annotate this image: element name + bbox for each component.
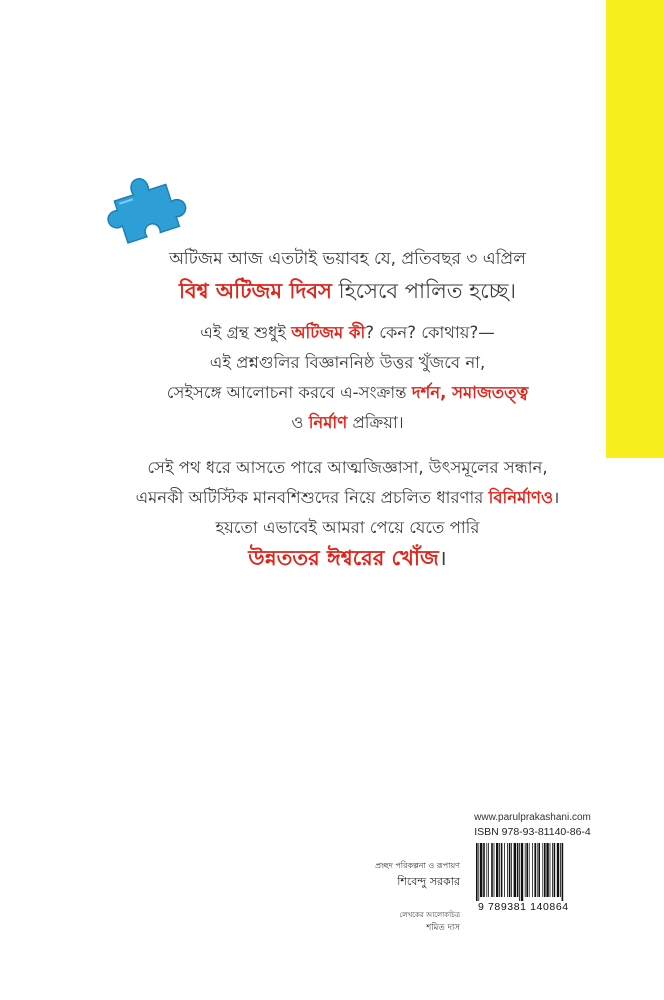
isbn-label: ISBN 978-93-81140-86-4 — [474, 826, 591, 838]
barcode-bar — [538, 843, 540, 897]
questions-line-3-pre: সেইসঙ্গে আলোচনা করবে এ-সংক্রান্ত — [166, 383, 412, 402]
barcode-bar — [491, 843, 493, 897]
barcode-bar — [554, 843, 556, 897]
closing-line-1: সেই পথ ধরে আসতে পারে আত্মজিজ্ঞাসা, উৎসমূলের সন্ধান, — [147, 458, 548, 477]
barcode-bar — [525, 843, 526, 897]
closing-line-4 — [95, 543, 600, 573]
construction-highlight: নির্মাণ — [308, 413, 348, 432]
barcode-bar — [537, 843, 538, 897]
publisher-website[interactable]: www.parulprakashani.com — [474, 812, 591, 823]
world-autism-day-highlight: বিশ্ব অটিজম দিবস — [178, 279, 332, 303]
barcode-bar — [542, 843, 543, 897]
closing-line-4-post: । — [438, 546, 447, 570]
barcode-bar — [517, 843, 519, 897]
questions-line-3-separator: , — [440, 383, 453, 402]
questions-paragraph — [95, 318, 600, 438]
barcode-bar — [486, 843, 487, 897]
barcode-bar — [507, 843, 508, 897]
questions-line-4-post: প্রক্রিয়া। — [347, 413, 404, 432]
closing-paragraph — [95, 453, 600, 573]
barcode-bar — [488, 843, 489, 897]
barcode-bar — [476, 843, 478, 901]
barcode-bar — [514, 843, 516, 897]
questions-line-4-pre: ও — [291, 413, 309, 432]
barcode-bar — [478, 843, 479, 901]
barcode-bar — [560, 843, 561, 897]
photo-credit-name: শমিত দাস — [426, 923, 460, 933]
questions-line-1 — [95, 318, 600, 348]
barcode-bar — [532, 843, 533, 897]
barcode-bar — [534, 843, 536, 897]
barcode-bar — [509, 843, 511, 897]
barcode-bar — [511, 843, 512, 897]
closing-line-3: হয়তো এভাবেই আমরা পেয়ে যেতে পারি — [215, 518, 480, 537]
barcode-bar — [544, 843, 546, 897]
intro-line-2-rest: হিসেবে পালিত হচ্ছে। — [331, 279, 517, 303]
barcode-bar — [483, 843, 485, 897]
questions-line-4 — [95, 408, 600, 438]
photo-credit-label: লেখকের আলোকচিত্র — [399, 911, 460, 919]
barcode-bar — [552, 843, 553, 897]
barcode-bar — [526, 843, 528, 897]
barcode-bar — [546, 843, 548, 897]
philosophy-highlight: দর্শন — [411, 383, 441, 402]
cover-credit-label: প্রচ্ছদ পরিকল্পনা ও রূপায়ণ — [375, 861, 460, 870]
barcode-bar — [521, 843, 523, 901]
barcode-bar — [494, 843, 495, 897]
questions-line-1-post: ? কেন? কোথায়?— — [365, 323, 495, 342]
questions-line-1-pre: এই গ্রন্থ শুধুই — [200, 323, 292, 342]
intro-line-2 — [95, 275, 600, 307]
barcode-number: 9 789381 140864 — [478, 901, 569, 913]
barcode-bar — [562, 843, 564, 901]
questions-line-2: এই প্রশ্নগুলির বিজ্ঞাননিষ্ঠ উত্তর খুঁজবে না, — [209, 353, 486, 372]
yellow-side-strip — [606, 0, 664, 458]
search-for-better-god-highlight: উন্নততর ঈশ্বরের খোঁজ — [248, 546, 439, 570]
cover-credit-name: শিবেন্দু সরকার — [397, 875, 460, 888]
intro-line-1: অটিজম আজ এতটাই ভয়াবহ যে, প্রতিবছর ৩ এপ্রিল — [169, 249, 526, 269]
barcode — [475, 843, 593, 901]
barcode-bar — [499, 843, 500, 897]
questions-line-3 — [95, 378, 600, 408]
barcode-bar — [557, 843, 559, 897]
barcode-bar — [496, 843, 498, 897]
deconstruction-highlight: বিনির্মাণও — [488, 488, 554, 507]
barcode-bar — [504, 843, 505, 897]
barcode-bar — [480, 843, 482, 897]
what-is-autism-highlight: অটিজম কী — [291, 323, 366, 342]
barcode-bar — [519, 843, 520, 901]
closing-line-2-post: । — [553, 488, 560, 507]
puzzle-piece-icon — [100, 170, 190, 245]
sociology-highlight: সমাজতত্ত্ব — [452, 383, 529, 402]
barcode-bar — [550, 843, 551, 897]
closing-line-2 — [95, 483, 600, 513]
barcode-bar — [529, 843, 530, 897]
closing-line-2-pre: এমনকী অটিস্টিক মানবশিশুদের নিয়ে প্রচলিত ধারণার — [135, 488, 489, 507]
intro-paragraph — [95, 243, 600, 307]
barcode-bar — [501, 843, 503, 897]
